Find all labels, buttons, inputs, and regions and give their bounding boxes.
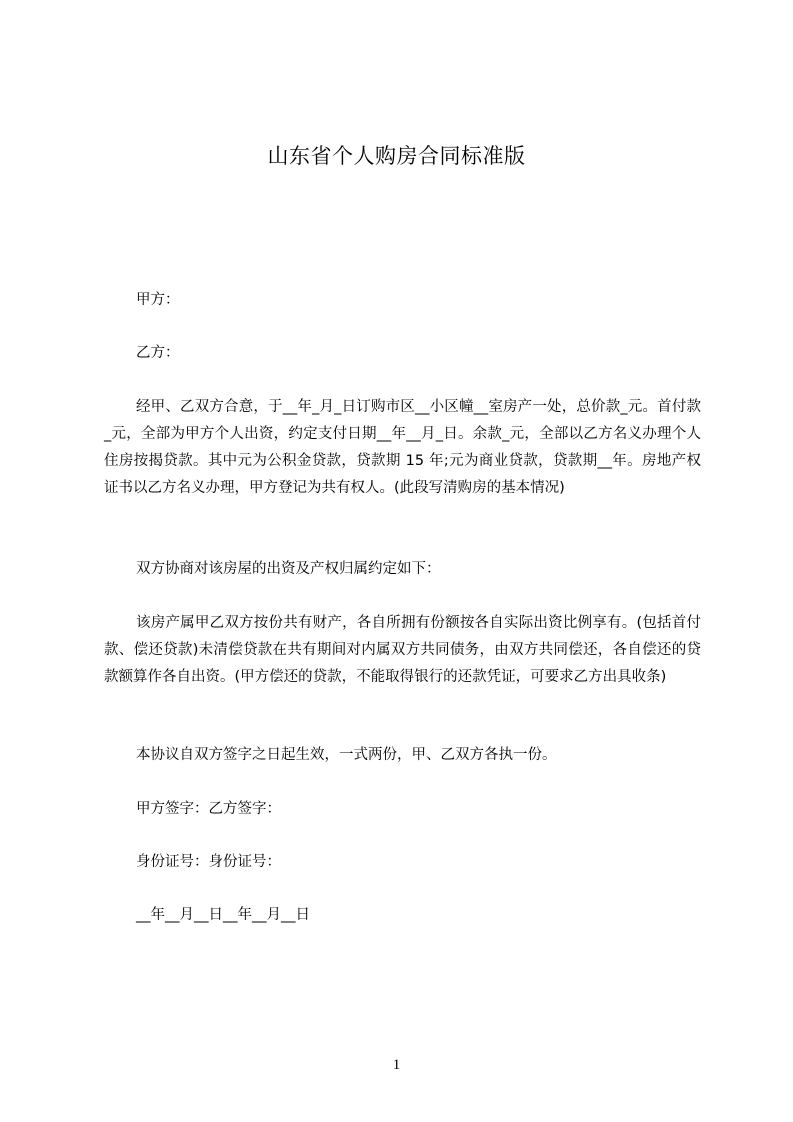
party-b-line: 乙方： <box>136 345 180 361</box>
page-number: 1 <box>392 1057 401 1073</box>
signature-line: 甲方签字：乙方签字： <box>136 801 281 817</box>
id-number-line: 身份证号：身份证号： <box>136 854 281 870</box>
date-line: __年__月__日__年__月__日 <box>136 907 310 923</box>
effective-clause-paragraph: 本协议自双方签字之日起生效，一式两份，甲、乙双方各执一份。 <box>136 747 557 763</box>
party-a-line: 甲方： <box>136 292 180 308</box>
document-title: 山东省个人购房合同标准版 <box>267 144 526 168</box>
ownership-terms-paragraph: 该房产属甲乙双方按份共有财产，各自所拥有份额按各自实际出资比例享有。(包括首付款、偿还贷款)未清偿贷款在共有期间对内属双方共同债务，由双方共同偿还，各自偿还的贷款额算作各自出资。(甲方偿还的贷款，不能取得银行的还款凭证，可要求乙方出具收条) <box>104 615 701 685</box>
agreement-intro-paragraph: 双方协商对该房屋的出资及产权归属约定如下： <box>136 561 441 577</box>
purchase-details-paragraph: 经甲、乙双方合意，于__年_月_日订购市区__小区幢__室房产一处，总价款_元。首付款_元，全部为甲方个人出资，约定支付日期__年__月_日。余款_元，全部以乙方名义办理个人住房按揭贷款。其中元为公积金贷款，贷款期 15 年;元为商业贷款，贷款期__年。房地产权证书以乙方名义办理，甲方登记为共有权人。(此段写清购房的基本情况) <box>104 399 701 496</box>
